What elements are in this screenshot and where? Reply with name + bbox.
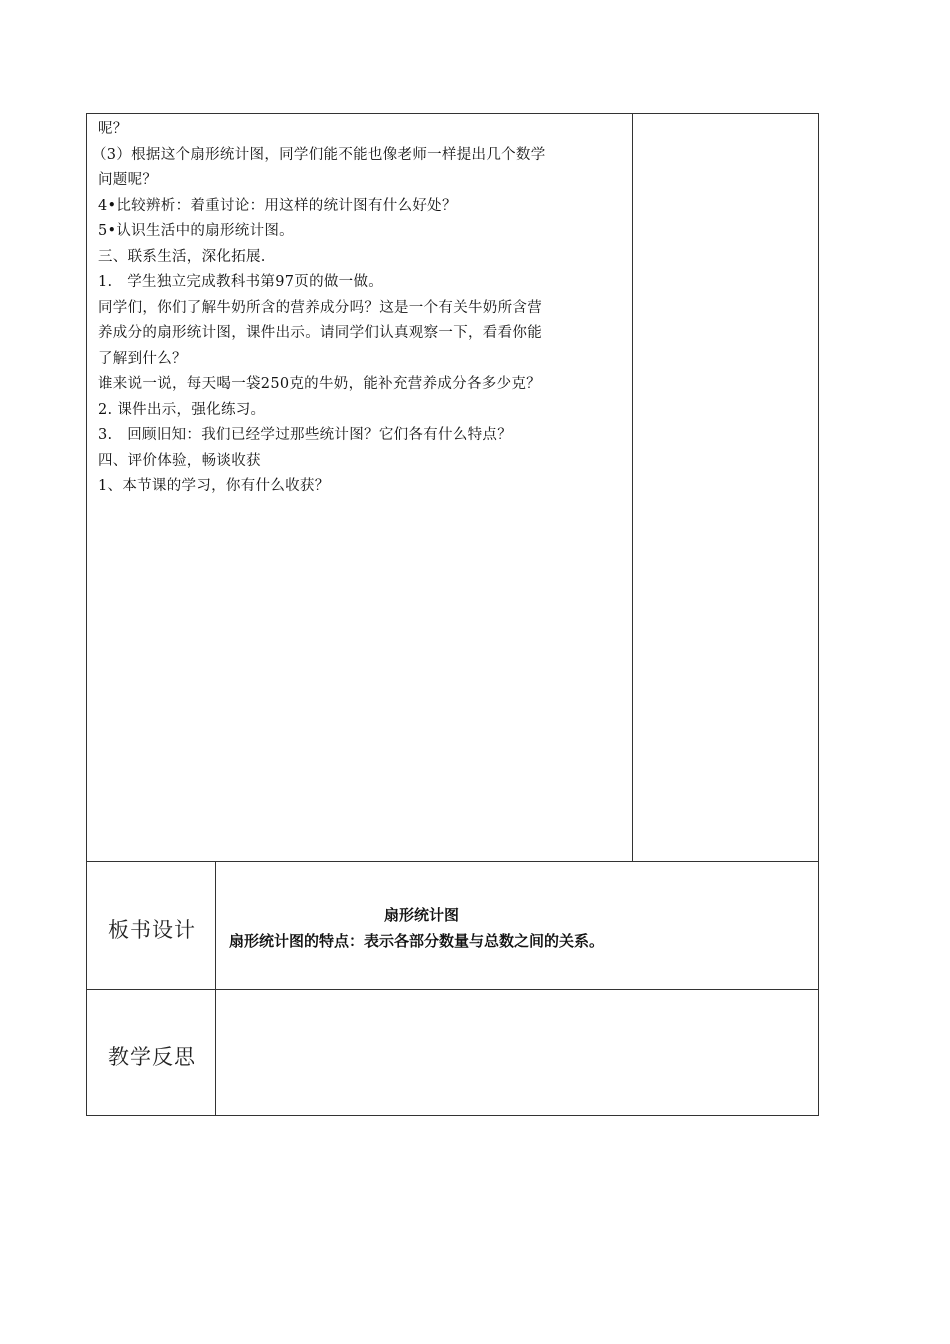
process-line: 问题呢？: [98, 172, 158, 188]
process-line: 呢？: [98, 121, 128, 137]
board-text: 扇形统计图的特点：表示各部分数量与总数之间的关系。: [229, 932, 605, 950]
process-line: 3. 回顾旧知：我们已经学过那些统计图？它们各有什么特点？: [98, 427, 513, 443]
row-divider-board: [86, 861, 819, 862]
row-divider-reflection: [86, 989, 819, 990]
teaching-process-content: [92, 117, 626, 500]
process-line: 2. 课件出示，强化练习。: [98, 401, 266, 418]
teaching-reflection-label: 教学反思: [108, 1045, 196, 1069]
process-line: （3）根据这个扇形统计图，同学们能不能也像老师一样提出几个数学: [92, 146, 546, 163]
process-line: 5•认识生活中的扇形统计图。: [98, 223, 294, 239]
section-heading: 三、联系生活，深化拓展.: [98, 248, 266, 265]
process-line: 1. 学生独立完成教科书第97页的做一做。: [98, 274, 384, 290]
board-design-label: 板书设计: [108, 918, 196, 942]
process-line: 4•比较辨析：着重讨论：用这样的统计图有什么好处？: [98, 197, 457, 214]
process-line: 同学们，你们了解牛奶所含的营养成分吗？这是一个有关牛奶所含营: [98, 299, 542, 316]
process-line: 养成分的扇形统计图，课件出示。请同学们认真观察一下，看看你能: [98, 325, 542, 341]
process-column-divider: [632, 113, 633, 861]
label-column-divider: [215, 861, 216, 1116]
process-line: 1、本节课的学习，你有什么收获？: [98, 478, 330, 494]
process-line: 了解到什么？: [98, 350, 187, 367]
board-title: 扇形统计图: [384, 906, 460, 924]
section-heading: 四、评价体验，畅谈收获: [98, 452, 261, 469]
process-line: 谁来说一说，每天喝一袋250克的牛奶，能补充营养成分各多少克？: [98, 376, 541, 392]
